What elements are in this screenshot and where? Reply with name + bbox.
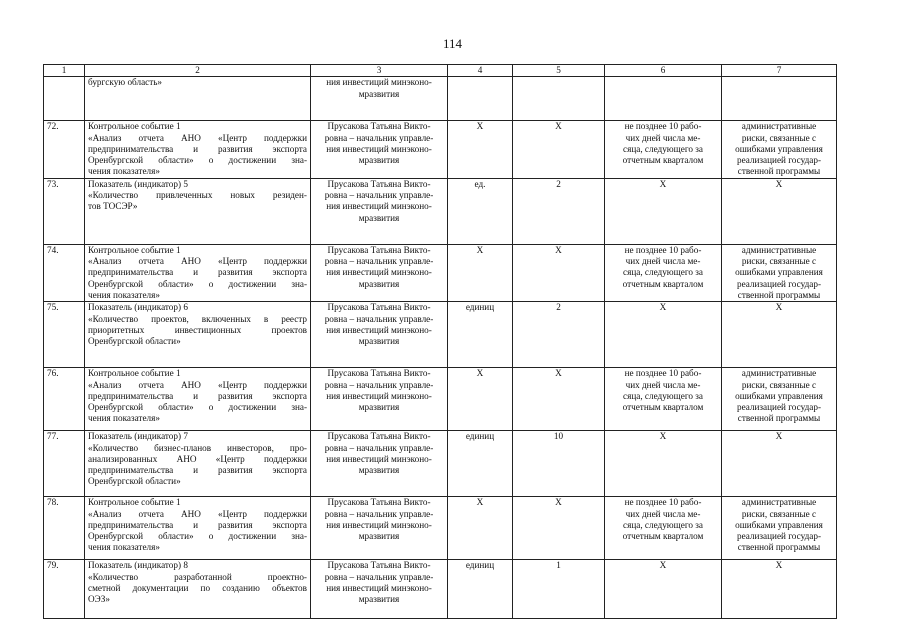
unit-cell: ед. <box>448 178 513 244</box>
text-line: мразвития <box>358 212 400 223</box>
text-line: отчетным кварталом <box>622 531 704 542</box>
deadline-cell <box>605 121 722 178</box>
table-body <box>44 65 837 619</box>
text-line: мразвития <box>358 336 400 347</box>
text-line: мразвития <box>358 155 400 166</box>
table-row <box>44 560 837 619</box>
text-line: ошибками управления <box>735 519 823 530</box>
risks-cell <box>722 560 837 619</box>
text-line: ровна – начальник управле- <box>324 571 434 582</box>
description-line: Показатель (индикатор) 5 <box>88 178 188 189</box>
deadline-cell <box>605 368 722 431</box>
text-line: X <box>775 302 783 313</box>
description-line: предпринимательства и развития экспорта <box>88 390 307 401</box>
text-line: ровна – начальник управле- <box>324 442 434 453</box>
description-line: «Анализ отчета АНО «Центр поддержки <box>88 132 307 143</box>
description-line: «Количество привлеченных новых резиден- <box>88 190 307 201</box>
deadline-cell <box>605 302 722 368</box>
deadline-cell <box>605 178 722 244</box>
value-cell: X <box>513 244 605 301</box>
unit-cell: X <box>448 368 513 431</box>
risks-cell <box>722 244 837 301</box>
row-number-cell: 77. <box>44 431 85 497</box>
text-line: не позднее 10 рабо- <box>624 368 702 379</box>
header-cell-5: 5 <box>513 65 605 77</box>
text-line: ственной программы <box>737 413 821 424</box>
risks-cell <box>722 431 837 497</box>
text-line: ния инвестиций минэконо- <box>326 77 432 88</box>
header-cell-3: 3 <box>311 65 448 77</box>
text-line: ния инвестиций минэконо- <box>326 324 432 335</box>
text-line: X <box>659 431 667 442</box>
responsible-cell <box>311 302 448 368</box>
table-row <box>44 178 837 244</box>
header-cell-4: 4 <box>448 65 513 77</box>
value-cell: X <box>513 497 605 560</box>
description-cell <box>85 302 311 368</box>
deadline-cell <box>605 431 722 497</box>
description-line: тов ТОСЭР» <box>88 201 138 212</box>
responsible-cell <box>311 497 448 560</box>
text-line: ния инвестиций минэконо- <box>326 143 432 154</box>
deadline-cell <box>605 560 722 619</box>
text-line: сяца, следующего за <box>623 390 703 401</box>
text-line: ния инвестиций минэконо- <box>326 582 432 593</box>
header-cell-7: 7 <box>722 65 837 77</box>
text-line: не позднее 10 рабо- <box>624 121 702 132</box>
responsible-cell <box>311 178 448 244</box>
description-line: Оренбургской области» <box>88 476 181 487</box>
description-line: «Количество разработанной проектно- <box>88 571 307 582</box>
deadline-cell <box>605 497 722 560</box>
header-cell-6: 6 <box>605 65 722 77</box>
description-line: «Анализ отчета АНО «Центр поддержки <box>88 508 307 519</box>
row-number-cell <box>44 77 85 121</box>
text-line: реализацией государ- <box>736 531 821 542</box>
text-line: мразвития <box>358 88 400 99</box>
responsible-cell <box>311 368 448 431</box>
text-line: чих дней числа ме- <box>625 256 701 267</box>
text-line: ровна – начальник управле- <box>324 256 434 267</box>
description-line: Контрольное событие 1 <box>88 244 181 255</box>
text-line: чих дней числа ме- <box>625 132 701 143</box>
description-line: чения показателя» <box>88 166 160 177</box>
header-cell-1: 1 <box>44 65 85 77</box>
text-line: сяца, следующего за <box>623 143 703 154</box>
value-cell: 10 <box>513 431 605 497</box>
description-line: Показатель (индикатор) 8 <box>88 560 188 571</box>
text-line: X <box>659 178 667 189</box>
header-row <box>44 65 837 77</box>
text-line: ровна – начальник управле- <box>324 190 434 201</box>
row-number-cell: 79. <box>44 560 85 619</box>
text-line: Прусакова Татьяна Викто- <box>327 178 431 189</box>
row-number-cell: 75. <box>44 302 85 368</box>
description-line: «Анализ отчета АНО «Центр поддержки <box>88 256 307 267</box>
text-line: административные <box>741 368 817 379</box>
responsible-cell <box>311 431 448 497</box>
description-line: «Анализ отчета АНО «Центр поддержки <box>88 379 307 390</box>
value-cell <box>513 77 605 121</box>
description-line: предпринимательства и развития экспорта <box>88 143 307 154</box>
risks-cell <box>722 121 837 178</box>
unit-cell: X <box>448 497 513 560</box>
description-line: Оренбургской области» о достижении зна- <box>88 155 307 166</box>
description-cell <box>85 560 311 619</box>
text-line: Прусакова Татьяна Викто- <box>327 560 431 571</box>
description-line: Оренбургской области» о достижении зна- <box>88 531 307 542</box>
text-line: ошибками управления <box>735 143 823 154</box>
table-row <box>44 302 837 368</box>
unit-cell: единиц <box>448 302 513 368</box>
header-cell-2: 2 <box>85 65 311 77</box>
unit-cell: X <box>448 121 513 178</box>
text-line: Прусакова Татьяна Викто- <box>327 302 431 313</box>
table-row <box>44 368 837 431</box>
row-number-cell: 78. <box>44 497 85 560</box>
text-line: отчетным кварталом <box>622 155 704 166</box>
row-number-cell: 72. <box>44 121 85 178</box>
text-line: Прусакова Татьяна Викто- <box>327 368 431 379</box>
text-line: X <box>659 302 667 313</box>
description-line: чения показателя» <box>88 413 160 424</box>
text-line: X <box>659 560 667 571</box>
description-cell <box>85 368 311 431</box>
table-row <box>44 431 837 497</box>
text-line: не позднее 10 рабо- <box>624 497 702 508</box>
description-line: сметной документации по созданию объектов <box>88 582 307 593</box>
text-line: Прусакова Татьяна Викто- <box>327 431 431 442</box>
text-line: мразвития <box>358 594 400 605</box>
value-cell: 2 <box>513 178 605 244</box>
text-line: ния инвестиций минэконо- <box>326 390 432 401</box>
program-table <box>43 64 837 619</box>
text-line: Прусакова Татьяна Викто- <box>327 121 431 132</box>
text-line: чих дней числа ме- <box>625 379 701 390</box>
text-line: реализацией государ- <box>736 278 821 289</box>
text-line: риски, связанные с <box>741 256 817 267</box>
responsible-cell <box>311 244 448 301</box>
responsible-cell <box>311 560 448 619</box>
text-line: отчетным кварталом <box>622 402 704 413</box>
description-cell <box>85 431 311 497</box>
risks-cell <box>722 77 837 121</box>
text-line: ния инвестиций минэконо- <box>326 201 432 212</box>
description-cell <box>85 497 311 560</box>
text-line: административные <box>741 497 817 508</box>
description-line: приоритетных инвестиционных проектов <box>88 324 307 335</box>
text-line: ошибками управления <box>735 267 823 278</box>
description-line: чения показателя» <box>88 542 160 553</box>
description-line: Контрольное событие 1 <box>88 368 181 379</box>
text-line: Прусакова Татьяна Викто- <box>327 244 431 255</box>
continuation-row <box>44 77 837 121</box>
text-line: реализацией государ- <box>736 402 821 413</box>
row-number-cell: 74. <box>44 244 85 301</box>
text-line: ственной программы <box>737 542 821 553</box>
value-cell: X <box>513 121 605 178</box>
description-line: Показатель (индикатор) 6 <box>88 302 188 313</box>
text-line: ровна – начальник управле- <box>324 132 434 143</box>
risks-cell <box>722 178 837 244</box>
table-row <box>44 497 837 560</box>
text-line: мразвития <box>358 465 400 476</box>
description-line: предпринимательства и развития экспорта <box>88 267 307 278</box>
description-line: предпринимательства и развития экспорта <box>88 465 307 476</box>
description-line: Оренбургской области» о достижении зна- <box>88 278 307 289</box>
text-line: ственной программы <box>737 289 821 300</box>
text-line: X <box>775 431 783 442</box>
row-number-cell: 76. <box>44 368 85 431</box>
description-line: «Количество проектов, включенных в реестр <box>88 313 307 324</box>
text-line: Прусакова Татьяна Викто- <box>327 497 431 508</box>
text-line: ния инвестиций минэконо- <box>326 267 432 278</box>
value-cell: 1 <box>513 560 605 619</box>
table-row <box>44 244 837 301</box>
description-cell <box>85 178 311 244</box>
deadline-cell <box>605 77 722 121</box>
risks-cell <box>722 497 837 560</box>
deadline-cell <box>605 244 722 301</box>
text-line: ровна – начальник управле- <box>324 313 434 324</box>
text-line: ственной программы <box>737 166 821 177</box>
description-line: Оренбургской области» о достижении зна- <box>88 402 307 413</box>
description-line: предпринимательства и развития экспорта <box>88 519 307 530</box>
text-line: ния инвестиций минэконо- <box>326 519 432 530</box>
table-row <box>44 121 837 178</box>
text-line: административные <box>741 121 817 132</box>
row-number-cell: 73. <box>44 178 85 244</box>
description-cell <box>85 77 311 121</box>
text-line: реализацией государ- <box>736 155 821 166</box>
text-line: сяца, следующего за <box>623 267 703 278</box>
description-line: чения показателя» <box>88 289 160 300</box>
text-line: не позднее 10 рабо- <box>624 244 702 255</box>
description-cell <box>85 244 311 301</box>
description-cell <box>85 121 311 178</box>
unit-cell: X <box>448 244 513 301</box>
description-line: Оренбургской области» <box>88 336 181 347</box>
text-line: чих дней числа ме- <box>625 508 701 519</box>
text-line: риски, связанные с <box>741 508 817 519</box>
text-line: сяца, следующего за <box>623 519 703 530</box>
text-line: мразвития <box>358 278 400 289</box>
text-line: X <box>775 178 783 189</box>
text-line: ошибками управления <box>735 390 823 401</box>
value-cell: 2 <box>513 302 605 368</box>
description-line: бургскую область» <box>88 77 163 88</box>
risks-cell <box>722 368 837 431</box>
description-line: Контрольное событие 1 <box>88 497 181 508</box>
description-line: анализированных АНО «Центр поддержки <box>88 453 307 464</box>
responsible-cell <box>311 121 448 178</box>
unit-cell: единиц <box>448 560 513 619</box>
text-line: мразвития <box>358 402 400 413</box>
risks-cell <box>722 302 837 368</box>
responsible-cell <box>311 77 448 121</box>
text-line: X <box>775 560 783 571</box>
text-line: риски, связанные с <box>741 132 817 143</box>
text-line: отчетным кварталом <box>622 278 704 289</box>
description-line: Показатель (индикатор) 7 <box>88 431 188 442</box>
description-line: ОЭЗ» <box>88 594 111 605</box>
value-cell: X <box>513 368 605 431</box>
page-number: 114 <box>442 36 463 51</box>
text-line: мразвития <box>358 531 400 542</box>
description-line: Контрольное событие 1 <box>88 121 181 132</box>
text-line: ния инвестиций минэконо- <box>326 453 432 464</box>
text-line: ровна – начальник управле- <box>324 508 434 519</box>
text-line: ровна – начальник управле- <box>324 379 434 390</box>
unit-cell: единиц <box>448 431 513 497</box>
text-line: административные <box>741 244 817 255</box>
description-line: «Количество бизнес-планов инвесторов, про- <box>88 442 307 453</box>
text-line: риски, связанные с <box>741 379 817 390</box>
unit-cell <box>448 77 513 121</box>
